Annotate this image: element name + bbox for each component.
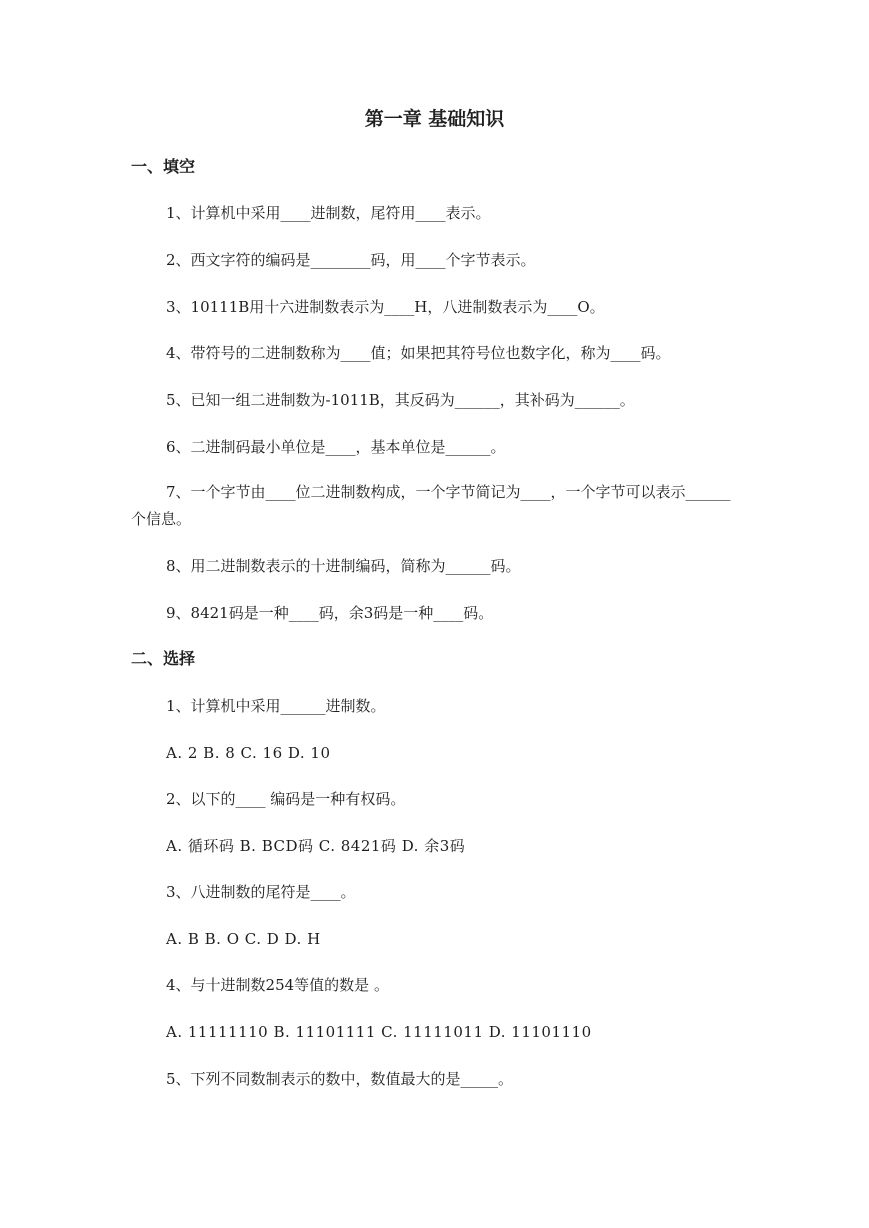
fill-blank-item-5: 5、已知一组二进制数为-1011B，其反码为______，其补码为______。 [166,391,635,409]
choice-question-5: 5、下列不同数制表示的数中，数值最大的是_____。 [166,1070,514,1088]
choice-question-2: 2、以下的____ 编码是一种有权码。 [166,790,406,808]
choice-options-3: A. B B. O C. D D. H [166,930,321,948]
fill-blank-item-6: 6、二进制码最小单位是____，基本单位是______。 [166,438,506,456]
choice-options-4: A. 11111110 B. 11101111 C. 11111011 D. 11101110 [166,1023,592,1041]
fill-blank-item-1: 1、计算机中采用____进制数，尾符用____表示。 [166,204,491,222]
section-heading-fill-blank: 一、填空 [131,157,196,176]
fill-blank-item-8: 8、用二进制数表示的十进制编码，简称为______码。 [166,557,521,575]
fill-blank-item-3: 3、10111B用十六进制数表示为____H，八进制数表示为____O。 [166,298,605,316]
chapter-title: 第一章 基础知识 [364,108,505,130]
section-heading-choice: 二、选择 [131,649,196,668]
choice-options-1: A. 2 B. 8 C. 16 D. 10 [166,744,331,762]
fill-blank-item-7: 7、一个字节由____位二进制数构成，一个字节简记为____，一个字节可以表示______个信息。 [131,483,731,528]
fill-blank-item-2: 2、西文字符的编码是________码，用____个字节表示。 [166,251,536,269]
fill-blank-item-4: 4、带符号的二进制数称为____值；如果把其符号位也数字化，称为____码。 [166,344,671,362]
choice-question-1: 1、计算机中采用______进制数。 [166,697,386,715]
choice-question-4: 4、与十进制数254等值的数是 。 [166,976,389,994]
choice-options-2: A. 循环码 B. BCD码 C. 8421码 D. 余3码 [166,837,466,855]
fill-blank-item-9: 9、8421码是一种____码，余3码是一种____码。 [166,604,494,622]
choice-question-3: 3、八进制数的尾符是____。 [166,883,356,901]
